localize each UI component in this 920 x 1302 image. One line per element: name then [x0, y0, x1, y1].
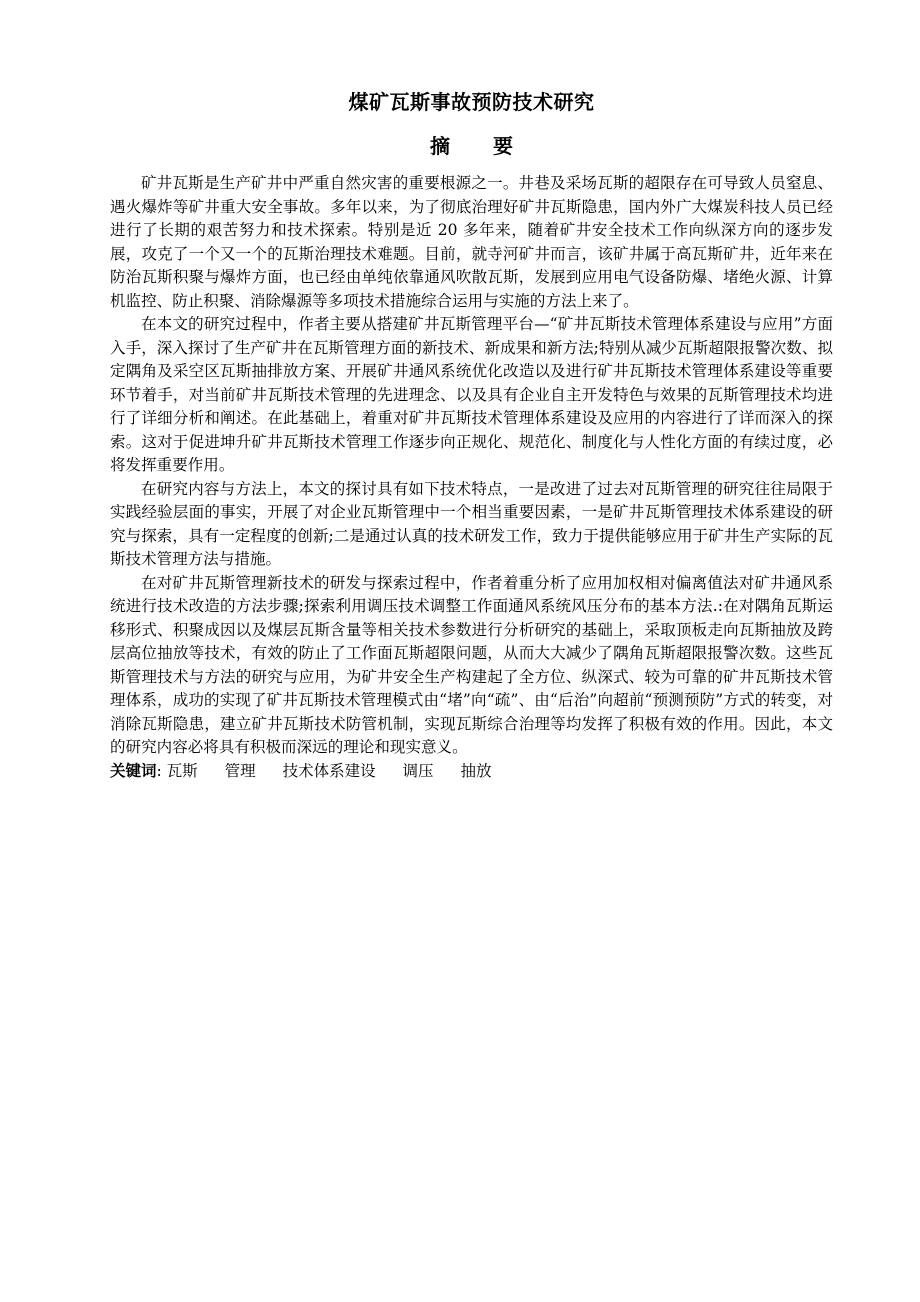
abstract-body — [110, 172, 833, 760]
keyword-item: 管理 — [224, 761, 256, 780]
document-title: 煤矿瓦斯事故预防技术研究 — [348, 90, 595, 114]
abstract-heading: 摘 要 — [430, 134, 531, 158]
keywords-label: 关键词 — [110, 761, 157, 780]
keyword-item: 抽放 — [460, 761, 492, 780]
keywords-separator: : — [156, 761, 162, 780]
keywords-line — [110, 760, 833, 784]
document-page — [110, 86, 833, 783]
keyword-item: 瓦斯 — [166, 761, 198, 780]
abstract-paragraph-3: 在研究内容与方法上，本文的探讨具有如下技术特点，一是改进了过去对瓦斯管理的研究往往局限于实践经验层面的事实，开展了对企业瓦斯管理中一个相当重要因素，一是矿井瓦斯管理技术体系建设的研究与探索，具有一定程度的创新;二是通过认真的技术研发工作，致力于提供能够应用于矿井生产实际的瓦斯技术管理方法与措施。 — [110, 479, 833, 568]
abstract-paragraph-4: 在对矿井瓦斯管理新技术的研发与探索过程中，作者着重分析了应用加权相对偏离值法对矿井通风系统进行技术改造的方法步骤;探索利用调压技术调整工作面通风系统风压分布的基本方法.:在对隅角瓦斯运移形式、积聚成因以及煤层瓦斯含量等相关技术参数进行分析研究的基础上，采取顶板走向瓦斯抽放及跨层高位抽放等技术，有效的防止了工作面瓦斯超限问题，从而大大减少了隅角瓦斯超限报警次数。这些瓦斯管理技术与方法的研究与应用，为矿井安全生产构建起了全方位、纵深式、较为可靠的矿井瓦斯技术管理体系，成功的实现了矿井瓦斯技术管理模式由“堵”向“疏”、由“后治”向超前“预测预防”方式的转变，对消除瓦斯隐患，建立矿井瓦斯技术防管机制，实现瓦斯综合治理等均发挥了积极有效的作用。因此，本文的研究内容必将具有积极而深远的理论和现实意义。 — [110, 573, 833, 756]
abstract-paragraph-2: 在本文的研究过程中，作者主要从搭建矿井瓦斯管理平台—“矿井瓦斯技术管理体系建设与应用”方面入手，深入探讨了生产矿井在瓦斯管理方面的新技术、新成果和新方法;特别从减少瓦斯超限报警次数、拟定隅角及采空区瓦斯抽排放方案、开展矿井通风系统优化改造以及进行矿井瓦斯技术管理体系建设等重要环节着手，对当前矿井瓦斯技术管理的先进理念、以及具有企业自主开发特色与效果的瓦斯管理技术均进行了详细分析和阐述。在此基础上，着重对矿井瓦斯技术管理体系建设及应用的内容进行了详而深入的探索。这对于促进坤升矿井瓦斯技术管理工作逐步向正规化、规范化、制度化与人性化方面的有续过度，必将发挥重要作用。 — [110, 315, 833, 474]
abstract-paragraph-1: 矿井瓦斯是生产矿井中严重自然灾害的重要根源之一。井巷及采场瓦斯的超限存在可导致人员窒息、遇火爆炸等矿井重大安全事故。多年以来，为了彻底治理好矿井瓦斯隐患，国内外广大煤炭科技人员已经进行了长期的艰苦努力和技术探索。特别是近 20 多年来，随着矿井安全技术工作向纵深方向的逐步发展，攻克了一个又一个的瓦斯治理技术难题。目前，就寺河矿井而言，该矿井属于高瓦斯矿井，近年来在防治瓦斯积聚与爆炸方面，也已经由单纯依靠通风吹散瓦斯，发展到应用电气设备防爆、堵绝火源、计算机监控、防止积聚、消除爆源等多项技术措施综合运用与实施的方法上来了。 — [110, 174, 833, 310]
keyword-item: 技术体系建设 — [282, 761, 376, 780]
keyword-item: 调压 — [402, 761, 434, 780]
